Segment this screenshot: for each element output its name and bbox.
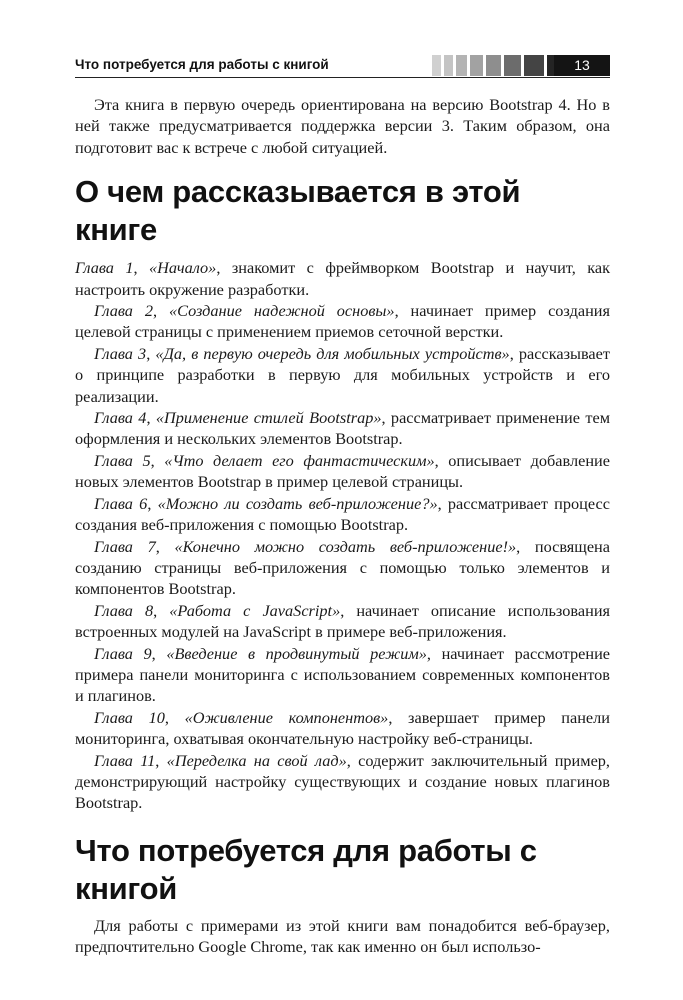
requirements-paragraph: Для работы с примерами из этой книги вам понадобится веб-браузер, предпочтительно Google Chrome, так как именно он был использо- <box>75 915 610 957</box>
chapter-title: «Применение стилей Bootstrap» <box>155 408 382 428</box>
header-bar <box>504 55 521 76</box>
header-bar <box>524 55 544 76</box>
chapter-description: , начинает описание использования встроенных модулей на JavaScript в примере веб-приложения. <box>75 600 611 642</box>
chapter-description: , начинает пример создания целевой страницы с применением приемов сеточной верстки. <box>75 301 610 342</box>
chapter-description: , посвящена созданию страницы веб-приложения с помощью только элементов и компонентов Bootstrap. <box>75 536 611 599</box>
section-heading-book-contents: О чем рассказывается в этой книге <box>75 174 521 248</box>
chapter-label: Глава 2 <box>94 301 153 321</box>
chapter-description: , начинает рассмотрение примера панели мониторинга с использованием современных компонентов и плагинов. <box>75 643 611 706</box>
chapter-title: «Введение в продвинутый режим» <box>166 643 427 663</box>
chapter-title: «Что делает его фантастическим» <box>164 450 435 470</box>
chapter-item: Глава 9, «Введение в продвинутый режим», начинает рассмотрение примера панели мониторинга с использованием современных компонентов и плагинов. <box>75 643 611 706</box>
chapter-title: «Можно ли создать веб-приложение?» <box>157 493 438 513</box>
header-bar <box>432 55 441 76</box>
chapter-description: , знакомит с фреймворком Bootstrap и научит, как настроить окружение разработки. <box>75 258 610 299</box>
chapter-item: Глава 5, «Что делает его фантастическим», описывает добавление новых элементов Bootstrap в пример целевой страницы. <box>75 450 610 492</box>
chapter-item: Глава 3, «Да, в первую очередь для мобильных устройств», рассказывает о принципе разработки в первую для мобильных устройств и его реализации. <box>75 343 610 406</box>
chapter-item: Глава 10, «Оживление компонентов», завершает пример панели мониторинга, охватывая окончательную настройку веб-страницы. <box>75 707 610 749</box>
chapter-item: Глава 8, «Работа с JavaScript», начинает описание использования встроенных модулей на JavaScript в примере веб-приложения. <box>75 600 611 642</box>
chapter-item: Глава 1, «Начало», знакомит с фреймворком Bootstrap и научит, как настроить окружение разработки. <box>75 258 610 299</box>
chapter-label: Глава 11 <box>94 750 156 770</box>
chapter-description: , рассматривает применение тем оформления и нескольких элементов Bootstrap. <box>75 408 610 449</box>
chapter-label: Глава 5 <box>94 450 151 470</box>
header-decorative-bars <box>432 55 574 76</box>
chapter-title: «Создание надежной основы» <box>168 301 395 321</box>
chapter-item: Глава 4, «Применение стилей Bootstrap», рассматривает применение тем оформления и нескольких элементов Bootstrap. <box>75 408 610 449</box>
header-bar <box>444 55 453 76</box>
header-bar <box>486 55 501 76</box>
running-header <box>75 55 610 78</box>
chapter-description: , рассматривает процесс создания веб-приложения с помощью Bootstrap. <box>75 493 610 535</box>
chapter-list <box>75 257 610 814</box>
header-bar <box>470 55 483 76</box>
chapter-item: Глава 6, «Можно ли создать веб-приложение?», рассматривает процесс создания веб-приложения с помощью Bootstrap. <box>75 493 610 535</box>
chapter-item: Глава 7, «Конечно можно создать веб-приложение!», посвящена созданию страницы веб-приложения с помощью только элементов и компонентов Bootstrap. <box>75 536 611 599</box>
chapter-description: , рассказывает о принципе разработки в первую для мобильных устройств и его реализации. <box>75 343 610 406</box>
intro-paragraph: Эта книга в первую очередь ориентирована на версию Bootstrap 4. Но в ней также предусматривается поддержка версии 3. Таким образом, она подготовит вас к встрече с любой ситуацией. <box>75 95 610 157</box>
chapter-item: Глава 2, «Создание надежной основы», начинает пример создания целевой страницы с применением приемов сеточной верстки. <box>75 301 610 342</box>
header-bar <box>456 55 467 76</box>
chapter-label: Глава 10 <box>94 707 165 727</box>
chapter-description: , содержит заключительный пример, демонстрирующий настройку существующих и создание новых плагинов Bootstrap. <box>75 750 611 813</box>
chapter-label: Глава 7 <box>94 536 156 556</box>
chapter-item: Глава 11, «Переделка на свой лад», содержит заключительный пример, демонстрирующий настройку существующих и создание новых плагинов Bootstrap. <box>75 750 611 813</box>
chapter-label: Глава 6 <box>94 493 148 513</box>
chapter-title: «Конечно можно создать веб-приложение!» <box>174 536 517 556</box>
chapter-description: , описывает добавление новых элементов Bootstrap в пример целевой страницы. <box>75 450 610 492</box>
chapter-title: «Работа с JavaScript» <box>169 600 341 620</box>
chapter-label: Глава 3 <box>94 343 147 363</box>
running-header-title: Что потребуется для работы с книгой <box>75 57 329 72</box>
page-number: 13 <box>554 55 610 76</box>
page-body <box>75 94 610 958</box>
section-heading-requirements: Что потребуется для работы с книгой <box>75 832 537 906</box>
chapter-label: Глава 4 <box>94 408 147 428</box>
chapter-title: «Переделка на свой лад» <box>166 750 347 770</box>
chapter-title: «Оживление компонентов» <box>184 707 389 727</box>
chapter-description: , завершает пример панели мониторинга, охватывая окончательную настройку веб-страницы. <box>75 707 610 749</box>
chapter-label: Глава 9 <box>94 643 152 663</box>
chapter-title: «Да, в первую очередь для мобильных устройств» <box>155 343 510 363</box>
chapter-label: Глава 1 <box>75 258 134 278</box>
chapter-title: «Начало» <box>149 258 217 278</box>
chapter-label: Глава 8 <box>94 600 154 620</box>
